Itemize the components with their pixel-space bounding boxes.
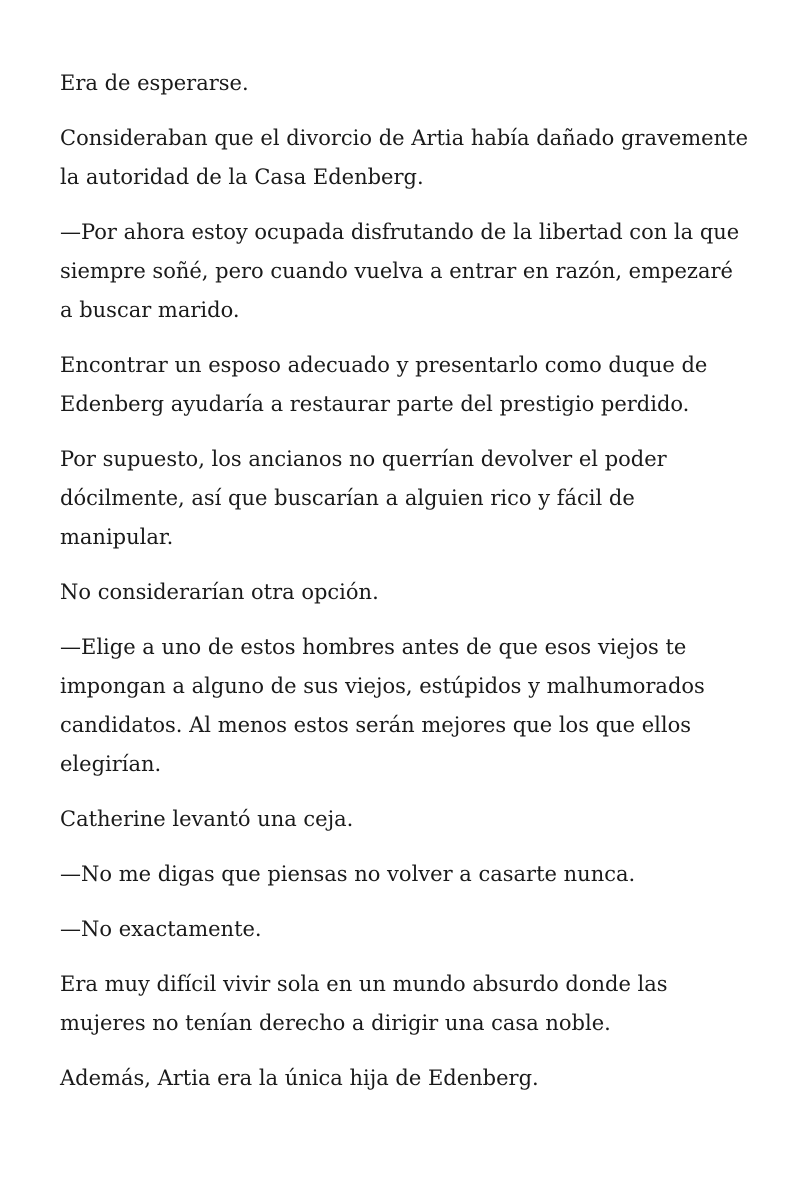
paragraph: Consideraban que el divorcio de Artia había dañado gravemente la autoridad de la Casa Edenberg. bbox=[60, 126, 749, 189]
paragraph: Por supuesto, los ancianos no querrían devolver el poder dócilmente, así que buscarían a alguien rico y fácil de manipular. bbox=[60, 447, 667, 549]
paragraph: —No me digas que piensas no volver a casarte nunca. bbox=[60, 862, 636, 886]
paragraph: —Elige a uno de estos hombres antes de que esos viejos te impongan a alguno de sus viejos, estúpidos y malhumorados candidatos. Al menos estos serán mejores que los que ellos elegirían. bbox=[60, 635, 705, 776]
paragraph: No considerarían otra opción. bbox=[60, 580, 379, 604]
paragraph: Catherine levantó una ceja. bbox=[60, 807, 354, 831]
paragraph: Además, Artia era la única hija de Edenberg. bbox=[60, 1066, 539, 1090]
paragraph: Encontrar un esposo adecuado y presentarlo como duque de Edenberg ayudaría a restaurar parte del prestigio perdido. bbox=[60, 353, 708, 416]
paragraph: Era muy difícil vivir sola en un mundo absurdo donde las mujeres no tenían derecho a dirigir una casa noble. bbox=[60, 972, 668, 1035]
paragraph: Era de esperarse. bbox=[60, 71, 249, 95]
paragraph: —Por ahora estoy ocupada disfrutando de la libertad con la que siempre soñé, pero cuando vuelva a entrar en razón, empezaré a buscar marido. bbox=[60, 220, 740, 322]
paragraph: —No exactamente. bbox=[60, 917, 262, 941]
